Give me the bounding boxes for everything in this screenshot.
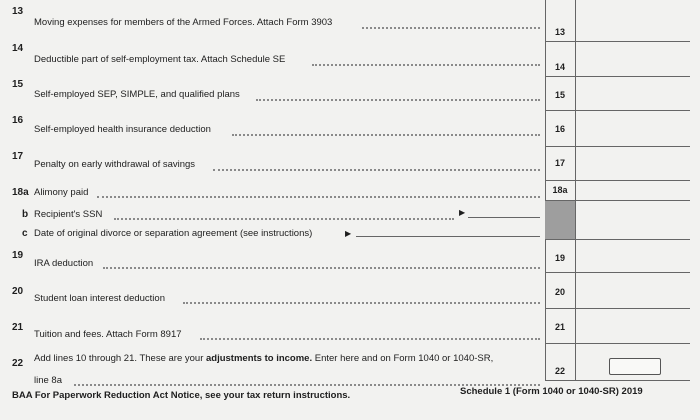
line-18a-amount-field[interactable] — [577, 181, 692, 203]
shaded-box — [545, 201, 575, 239]
line-17-description: Penalty on early withdrawal of savings — [34, 159, 196, 170]
line-18b-description: Recipient's SSN — [34, 209, 103, 220]
line-22-text-bold: adjustments to income. — [206, 353, 313, 364]
line-21-leader — [200, 338, 540, 340]
line-14-description: Deductible part of self-employment tax. Attach Schedule SE — [34, 54, 286, 65]
line-18a-leader — [97, 196, 540, 198]
box-column-right-rule — [575, 0, 576, 380]
line-22-number: 22 — [12, 358, 24, 369]
line-18c-letter: c — [22, 228, 28, 239]
line-16-leader — [232, 134, 540, 136]
line-22-continuation: line 8a — [34, 375, 62, 386]
footer-baa-notice: BAA For Paperwork Reduction Act Notice, see your tax return instructions. — [12, 390, 351, 401]
line-21-amount-field[interactable] — [577, 320, 692, 342]
line-20-box-label: 20 — [554, 287, 565, 297]
line-22-total-field[interactable] — [609, 358, 661, 375]
line-22-text-start: Add lines 10 through 21. These are your — [34, 353, 206, 364]
line-14-box-label: 14 — [554, 62, 565, 72]
line-17-number: 17 — [12, 151, 24, 162]
line-16-rule — [545, 146, 690, 147]
line-15-leader — [256, 99, 540, 101]
line-20-number: 20 — [12, 286, 24, 297]
line-18a-description: Alimony paid — [34, 187, 89, 198]
line-20-leader — [183, 302, 540, 304]
line-17-amount-field[interactable] — [577, 158, 692, 180]
line-13-description: Moving expenses for members of the Armed Forces. Attach Form 3903 — [34, 17, 333, 28]
line-22-box-label: 22 — [554, 366, 565, 376]
line-17-box-label: 17 — [554, 158, 565, 168]
line-15-box-label: 15 — [554, 90, 565, 100]
line-16-number: 16 — [12, 115, 24, 126]
line-14-rule — [545, 76, 690, 77]
line-16-amount-field[interactable] — [577, 124, 692, 146]
line-19-number: 19 — [12, 250, 24, 261]
line-18a-number: 18a — [12, 187, 29, 198]
line-22-description — [34, 353, 493, 364]
line-13-number: 13 — [12, 6, 24, 17]
line-18b-ssn-field[interactable] — [468, 217, 540, 218]
shaded-box-bottom-rule — [545, 239, 690, 240]
line-18c-date-field[interactable] — [356, 236, 540, 237]
line-22-text-end: Enter here and on Form 1040 or 1040-SR, — [312, 353, 494, 364]
line-13-amount-field[interactable] — [577, 19, 692, 41]
line-15-description: Self-employed SEP, SIMPLE, and qualified plans — [34, 89, 240, 100]
line-14-leader — [312, 64, 540, 66]
line-22-rule — [545, 380, 690, 381]
line-19-leader — [103, 267, 540, 269]
line-16-box-label: 16 — [554, 124, 565, 134]
right-triangle-icon: ▶ — [459, 208, 466, 217]
line-20-description: Student loan interest deduction — [34, 293, 165, 304]
line-19-box-label: 19 — [554, 253, 565, 263]
line-13-leader — [362, 27, 540, 29]
line-19-rule — [545, 272, 690, 273]
line-21-number: 21 — [12, 322, 24, 333]
line-14-amount-field[interactable] — [577, 54, 692, 76]
line-18b-letter: b — [22, 209, 29, 220]
line-17-leader — [213, 169, 540, 171]
line-13-box-label: 13 — [554, 27, 565, 37]
line-18a-box-label: 18a — [552, 185, 568, 195]
line-18c-description: Date of original divorce or separation agreement (see instructions) — [34, 228, 313, 239]
line-19-description: IRA deduction — [34, 258, 94, 269]
line-21-description: Tuition and fees. Attach Form 8917 — [34, 329, 182, 340]
line-20-amount-field[interactable] — [577, 284, 692, 306]
line-20-rule — [545, 308, 690, 309]
line-21-rule — [545, 343, 690, 344]
line-13-rule — [545, 41, 690, 42]
line-14-number: 14 — [12, 43, 24, 54]
line-19-amount-field[interactable] — [577, 248, 692, 270]
line-21-box-label: 21 — [554, 322, 565, 332]
line-15-amount-field[interactable] — [577, 88, 692, 110]
line-16-description: Self-employed health insurance deduction — [34, 124, 211, 135]
line-15-rule — [545, 110, 690, 111]
line-15-number: 15 — [12, 79, 24, 90]
footer-form-id: Schedule 1 (Form 1040 or 1040-SR) 2019 — [460, 386, 643, 397]
right-triangle-icon: ▶ — [345, 229, 352, 238]
line-18b-leader — [114, 218, 454, 220]
